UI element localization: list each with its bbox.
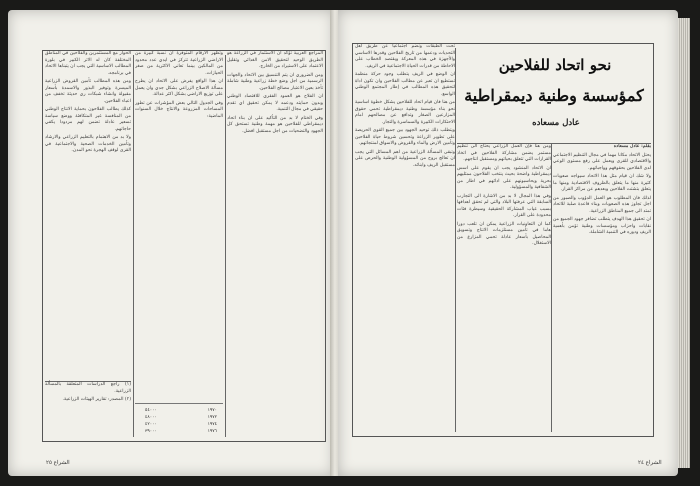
page-folio-left: الشراع ٢٥ (46, 460, 70, 466)
paragraph: (٢) المصدر: تقارير الهيئات الزراعية. (62, 397, 131, 402)
paragraph: ولا بد من الاهتمام بالتعليم الزراعي والارشاد وتأمين الخدمات الصحية والاجتماعية في القرى لوقف الهجرة نحو المدن. (45, 135, 131, 153)
left-page-column-right (227, 51, 323, 441)
paragraph: ان الاتحاد المنشود يجب ان يقوم على اسس ديمقراطية واضحة بحيث ينتخب الفلاحون ممثليهم بحرية ويحاسبونهم على ادائهم في اطار من الشفافية والمسؤولية. (457, 165, 551, 190)
right-page (338, 10, 678, 476)
paragraph: وتظهر الارقام المتوفرة ان نسبة كبيرة من الاراضي الزراعية تتركز في ايدي عدد محدود من المالكين بينما تعاني الاكثرية من صغر الحيازات. (135, 51, 223, 76)
paragraph: (١) راجع الدراسات المتعلقة بالمسألة الزراعية. (45, 382, 131, 394)
paragraph: يحتل الاتحاد مكانا مهما في مجال التنظيم الاجتماعي والاقتصادي للقرى ويعمل على رفع مستوى الوعي لدى الفلاحين بحقوقهم وواجباتهم. (553, 152, 651, 171)
table-row (137, 415, 221, 421)
paragraph: وفي الختام لا بد من التأكيد على ان بناء اتحاد ديمقراطي للفلاحين هو مهمة وطنية تستحق كل الجهود والتضحيات من اجل مستقبل افضل. (227, 115, 323, 134)
column-rule (133, 55, 134, 437)
left-page (8, 10, 334, 476)
right-page-column-left (355, 44, 455, 436)
table-row (137, 408, 221, 414)
table-cell-year: ١٩٧٢ (207, 415, 217, 420)
article-title-line-2: كمؤسسة وطنية ديمقراطية (464, 86, 644, 105)
column-rule (225, 55, 226, 437)
table-cell-value: ٣٩٠٠٠ (145, 429, 157, 434)
table-row (137, 422, 221, 428)
paragraph: كذلك يطالب الفلاحون بحماية الانتاج الوطني من المنافسة غير المتكافئة ووضع سياسة تسعير عادلة تضمن لهم مردودا يكفي حاجاتهم. (45, 107, 131, 132)
paragraph: تحت الطبقات ونضم اجتماعيا عن طريق أهل التحديات ودعمها من تاريخ الفلاحين وقدرها الاساسي والأجهزة في هذه المعركة ويقتصد الخطاب على الاحاطة من قدرات الحياة الاجتماعية في الريف. (355, 44, 455, 69)
paragraph: المراجع العربية تؤكد ان الاستثمار في الزراعة هو الطريق الوحيد لتحقيق الامن الغذائي وتقليل الاعتماد على الاستيراد من الخارج. (227, 51, 323, 69)
article-author: عادل مسعاده (532, 118, 580, 128)
paragraph: ومن هنا فإن العمل الزراعي يحتاج الى تنظيم مستمر يضمن مشاركة الفلاحين في اتخاذ القرارات التي تتعلق بحياتهم ومستقبل انتاجهم. (457, 144, 551, 162)
article-byline: بقلم: عادل مسعاده (613, 144, 651, 149)
paragraph: وفي هذا المجال لا بد من الاشارة الى التجارب السابقة التي عرفتها البلاد والتي لم تحقق اهدافها بسبب غياب المشاركة الحقيقية وسيطرة فئات محدودة على القرار. (457, 193, 551, 218)
page-folio-right: الشراع ٢٤ (638, 460, 662, 466)
right-page-column-middle (457, 144, 551, 436)
column-rule (551, 144, 552, 432)
paragraph: ان هذا الواقع يفرض على الاتحاد ان يطرح مسألة الاصلاح الزراعي بشكل جدي وان يعمل على توزيع الاراضي بشكل اكثر عدالة. (135, 79, 223, 97)
table-cell-value: ٥٤٠٠٠ (145, 408, 157, 413)
table-row (137, 429, 221, 435)
column-rule (455, 48, 456, 432)
table-cell-year: ١٩٧٤ (207, 422, 217, 427)
table-cell-value: ٤٢٠٠٠ (145, 422, 157, 427)
right-page-column-right (553, 144, 651, 436)
left-page-text-frame (42, 50, 326, 442)
paragraph: لذلك فان المطلوب هو العمل الدؤوب والصبور من اجل تجاوز هذه الصعوبات وبناء قاعدة صلبة للاتحاد تمتد الى جميع المناطق الزراعية. (553, 195, 651, 214)
paragraph: ان تحقيق هذا الهدف يتطلب تضافر جهود الجميع من نقابات واحزاب ومؤسسات وطنية تؤمن بأهمية الريف ودوره في التنمية الشاملة. (553, 217, 651, 235)
paragraph: كما ان التعاونيات الزراعية يمكن ان تلعب دورا هاما في تأمين مستلزمات الانتاج وتسويق المحاصيل بأسعار عادلة تحمي المزارع من الاستغلال. (457, 221, 551, 246)
paragraph: من هنا فان قيام اتحاد للفلاحين يشكل خطوة اساسية نحو بناء مؤسسة وطنية ديمقراطية تحمي حقوق المزارعين الصغار وتدافع عن مصالحهم امام الاحتكارات الكبيرة والسماسرة والتجار. (355, 100, 455, 125)
paragraph: الحوار مع المستثمرين والفلاحين في المناطق المختلفة كان له الاثر الكبير في بلورة المطالب الاساسية التي يجب ان يتبناها الاتحاد في برنامجه. (45, 51, 131, 76)
table-cell-year: ١٩٧٦ (207, 429, 217, 434)
paragraph: ويتطلب ذلك توحيد الجهود بين جميع القوى الحريصة على تطوير الزراعة وتحسين شروط حياة الفلاحين وتأمين الارض والماء والقروض والاسواق لمنتجاتهم. (355, 128, 455, 146)
left-page-column-middle (135, 51, 223, 441)
right-page-text-frame (352, 43, 654, 437)
paragraph: ومن الضروري ان يتم التنسيق بين الاتحاد والجهات الرسمية من اجل وضع خطة زراعية وطنية شاملة تأخذ بعين الاعتبار مصالح الفلاحين. (227, 72, 323, 91)
paragraph: ومن هذه المطالب تأمين القروض الزراعية الميسرة وتوفير البذور والاسمدة بأسعار مقبولة وانشاء شبكات ري حديثة تخفف من اعباء الفلاحين. (45, 79, 131, 104)
article-title-line-1: نحو اتحاد للفلاحين (498, 56, 612, 74)
paragraph: وفي الجدول التالي بعض المؤشرات عن تطور المساحات المزروعة والانتاج خلال السنوات الماضية: (135, 100, 223, 119)
data-table (135, 403, 223, 440)
page-edges (678, 18, 690, 468)
paragraph: وتبقى المسألة الزراعية من اهم المسائل التي يجب ان تعالج بروح من المسؤولية الوطنية والحرص على مستقبل الريف وابنائه. (355, 149, 455, 168)
paragraph: ان الفلاح هو العمود الفقري للاقتصاد الوطني وبدون حمايته ودعمه لا يمكن تحقيق اي تقدم حقيقي في مجال التنمية. (227, 94, 323, 112)
table-cell-year: ١٩٧٠ (207, 408, 217, 413)
footnotes (45, 381, 131, 438)
table-cell-value: ٤٨٠٠٠ (145, 415, 157, 420)
paragraph: ان الوضع في الريف يتطلب وجود حركة منظمة تستطيع ان تعبر عن مطالب الفلاحين وان تكون اداة لتحقيق هذه المطالب في إطار المجتمع الوطني الواسع. (355, 72, 455, 97)
paragraph: ولا شك ان قيام مثل هذا الاتحاد سيواجه صعوبات كثيرة منها ما يتعلق بالظروف الاقتصادية ومنها ما يتعلق بتشتت الفلاحين وبعدهم عن مراكز القرار. (553, 174, 651, 192)
article-title-block (457, 46, 651, 142)
